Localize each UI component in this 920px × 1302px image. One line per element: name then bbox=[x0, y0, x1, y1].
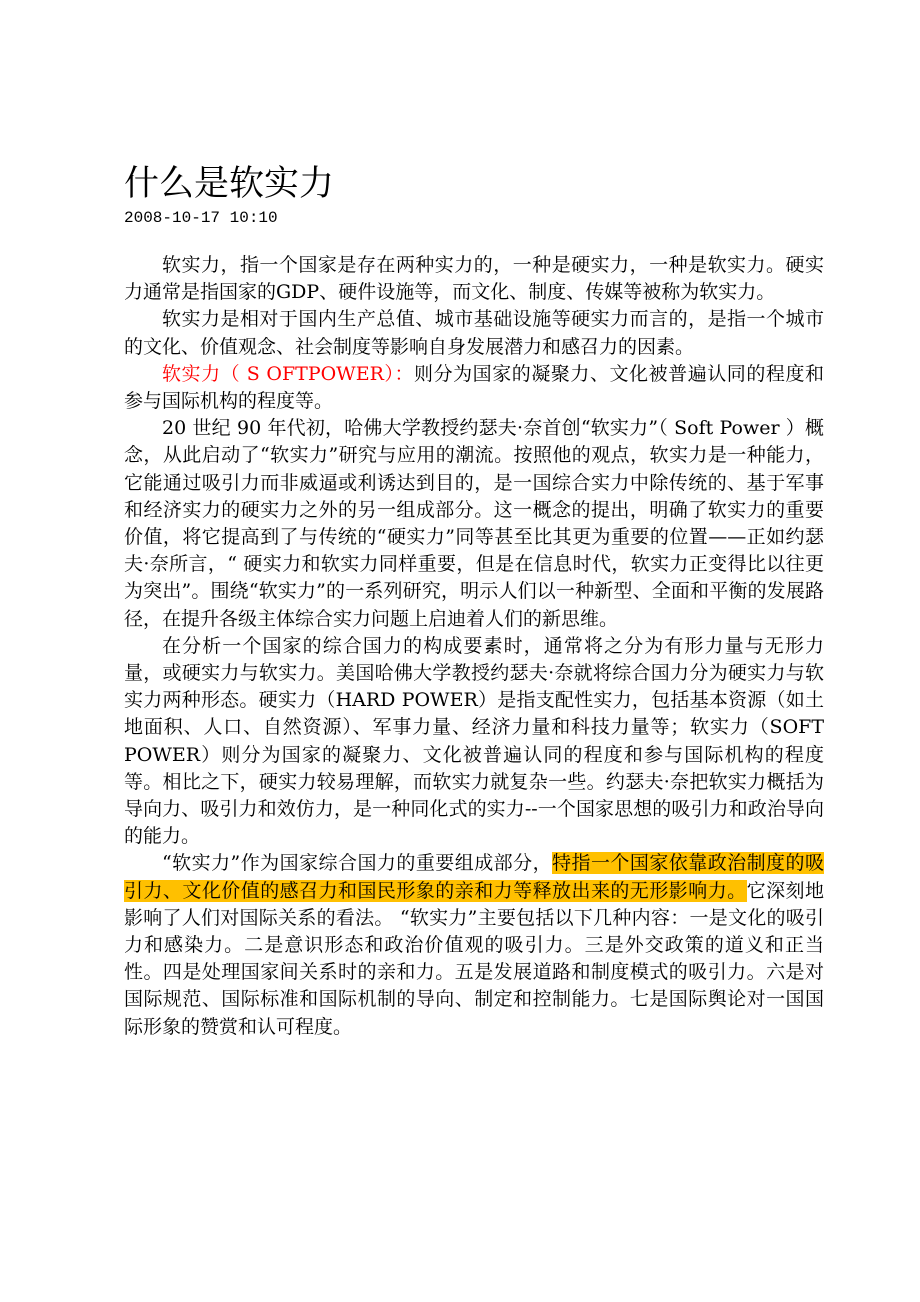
paragraph-3 bbox=[124, 361, 824, 415]
soft-power-term: 软实力（ S OFTPOWER）： bbox=[162, 362, 415, 385]
paragraph-6-start: “软实力”作为国家综合国力的重要组成部分， bbox=[162, 852, 553, 875]
paragraph-6-text: 它深刻地影响了人们对国际关系的看法。 “软实力”主要包括以下几种内容：一是文化的吸引力和感染力。二是意识形态和政治价值观的吸引力。三是外交政策的道义和正当性。四是处理国家间关系时的亲和力。五是发展道路和制度模式的吸引力。六是对国际规范、国际标准和国际机制的导向、制定和控制能力。七是国际舆论对一国国际形象的赞赏和认可程度。 bbox=[124, 879, 824, 1038]
paragraph-3-text: 则分为国家的凝聚力、文化被普遍认同的程度和参与国际机构的程度等。 bbox=[124, 362, 824, 413]
article-title: 什么是软实力 bbox=[124, 164, 335, 204]
paragraph-2: 软实力是相对于国内生产总值、城市基础设施等硬实力而言的，是指一个城市的文化、价值观念、社会制度等影响自身发展潜力和感召力的因素。 bbox=[124, 308, 824, 358]
paragraph-4: 20 世纪 90 年代初，哈佛大学教授约瑟夫·奈首创“软实力”（ Soft Power ）概念，从此启动了“软实力”研究与应用的潮流。按照他的观点，软实力是一种能力，它能通过吸引力而非威逼或利诱达到目的，是一国综合实力中除传统的、基于军事和经济实力的硬实力之外的另一组成部分。这一概念的提出，明确了软实力的重要价值，将它提高到了与传统的“硬实力”同等甚至比其更为重要的位置——正如约瑟夫·奈所言，“ 硬实力和软实力同样重要，但是在信息时代，软实力正变得比以往更为突出”。围绕“软实力”的一系列研究，明示人们以一种新型、全面和平衡的发展路径，在提升各级主体综合实力问题上启迪着人们的新思维。 bbox=[124, 417, 824, 630]
article-body bbox=[124, 252, 824, 1041]
paragraph-6 bbox=[124, 850, 824, 1040]
paragraph-5: 在分析一个国家的综合国力的构成要素时，通常将之分为有形力量与无形力量，或硬实力与软实力。美国哈佛大学教授约瑟夫·奈就将综合国力分为硬实力与软实力两种形态。硬实力（HARD POWER）是指支配性实力，包括基本资源（如土地面积、人口、自然资源）、军事力量、经济力量和科技力量等；软实力（SOFT POWER）则分为国家的凝聚力、文化被普遍认同的程度和参与国际机构的程度等。相比之下，硬实力较易理解，而软实力就复杂一些。约瑟夫·奈把软实力概括为导向力、吸引力和效仿力，是一种同化式的实力--一个国家思想的吸引力和政治导向的能力。 bbox=[124, 634, 824, 848]
article-datetime: 2008-10-17 10:10 bbox=[124, 209, 278, 227]
paragraph-1: 软实力，指一个国家是存在两种实力的，一种是硬实力，一种是软实力。硬实力通常是指国家的GDP、硬件设施等，而文化、制度、传媒等被称为软实力。 bbox=[124, 254, 824, 304]
highlighted-definition: 特指一个国家依靠政治制度的吸引力、文化价值的感召力和国民形象的亲和力等释放出来的无形影响力。 bbox=[124, 852, 824, 902]
